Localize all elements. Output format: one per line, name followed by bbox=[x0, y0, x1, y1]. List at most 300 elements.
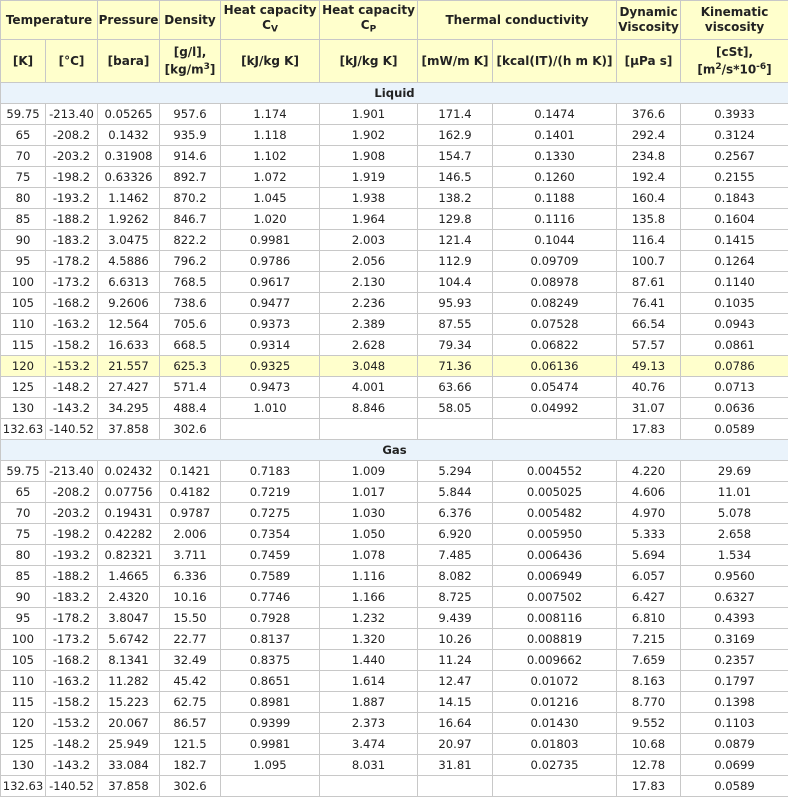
cell-cp: 1.938 bbox=[320, 188, 418, 209]
cell-temp-k: 100 bbox=[1, 272, 46, 293]
cell-temp-k: 85 bbox=[1, 209, 46, 230]
cell-cp: 1.614 bbox=[320, 671, 418, 692]
cell-temp-c: -168.2 bbox=[46, 293, 98, 314]
cell-cv: 1.102 bbox=[221, 146, 320, 167]
cell-cp: 8.031 bbox=[320, 755, 418, 776]
cell-temp-k: 95 bbox=[1, 608, 46, 629]
cell-thermal-kcal: 0.08249 bbox=[493, 293, 617, 314]
cell-temp-k: 90 bbox=[1, 587, 46, 608]
unit-cst-end: ] bbox=[766, 62, 772, 77]
cell-temp-k: 115 bbox=[1, 335, 46, 356]
cell-cv bbox=[221, 419, 320, 440]
cell-kin-visc: 0.1035 bbox=[681, 293, 788, 314]
cell-temp-k: 125 bbox=[1, 377, 46, 398]
cell-density: 870.2 bbox=[160, 188, 221, 209]
cell-temp-k: 100 bbox=[1, 629, 46, 650]
cell-pressure: 1.9262 bbox=[98, 209, 160, 230]
cell-temp-k: 132.63 bbox=[1, 776, 46, 797]
cell-pressure: 27.427 bbox=[98, 377, 160, 398]
cell-density: 935.9 bbox=[160, 125, 221, 146]
cell-cp: 1.232 bbox=[320, 608, 418, 629]
unit-bara: [bara] bbox=[98, 40, 160, 83]
cell-temp-c: -208.2 bbox=[46, 125, 98, 146]
cell-temp-c: -203.2 bbox=[46, 146, 98, 167]
cell-cv: 1.118 bbox=[221, 125, 320, 146]
cell-kin-visc: 0.0713 bbox=[681, 377, 788, 398]
cell-dyn-visc: 57.57 bbox=[617, 335, 681, 356]
cp-symbol: C bbox=[360, 17, 370, 32]
cell-kin-visc: 0.1797 bbox=[681, 671, 788, 692]
unit-upas: [µPa s] bbox=[617, 40, 681, 83]
cell-kin-visc: 0.1843 bbox=[681, 188, 788, 209]
cell-dyn-visc: 31.07 bbox=[617, 398, 681, 419]
cell-temp-k: 125 bbox=[1, 734, 46, 755]
cell-density: 302.6 bbox=[160, 419, 221, 440]
cell-cp bbox=[320, 419, 418, 440]
cell-temp-c: -143.2 bbox=[46, 755, 98, 776]
cell-temp-c: -203.2 bbox=[46, 503, 98, 524]
cell-density: 3.711 bbox=[160, 545, 221, 566]
unit-celsius: [°C] bbox=[46, 40, 98, 83]
table-row bbox=[1, 587, 788, 608]
cell-kin-visc: 0.0589 bbox=[681, 776, 788, 797]
cell-kin-visc: 0.9560 bbox=[681, 566, 788, 587]
cell-pressure: 0.19431 bbox=[98, 503, 160, 524]
cell-cp: 2.628 bbox=[320, 335, 418, 356]
cell-thermal-mw: 10.26 bbox=[418, 629, 493, 650]
cell-thermal-kcal: 0.007502 bbox=[493, 587, 617, 608]
cell-temp-c: -140.52 bbox=[46, 419, 98, 440]
col-dynamic-viscosity: Dynamic Viscosity bbox=[617, 1, 681, 40]
cell-density: 22.77 bbox=[160, 629, 221, 650]
cell-temp-k: 80 bbox=[1, 545, 46, 566]
cell-thermal-kcal: 0.01072 bbox=[493, 671, 617, 692]
table-row bbox=[1, 104, 788, 125]
cell-pressure: 3.8047 bbox=[98, 608, 160, 629]
cell-kin-visc: 0.1103 bbox=[681, 713, 788, 734]
cell-temp-c: -158.2 bbox=[46, 335, 98, 356]
cell-cv: 0.9477 bbox=[221, 293, 320, 314]
cell-temp-c: -213.40 bbox=[46, 461, 98, 482]
cell-kin-visc: 0.0636 bbox=[681, 398, 788, 419]
cell-temp-k: 80 bbox=[1, 188, 46, 209]
cell-thermal-kcal: 0.05474 bbox=[493, 377, 617, 398]
unit-density bbox=[160, 40, 221, 83]
cell-thermal-kcal: 0.004552 bbox=[493, 461, 617, 482]
cell-pressure: 0.05265 bbox=[98, 104, 160, 125]
cell-thermal-mw: 146.5 bbox=[418, 167, 493, 188]
cell-density: 822.2 bbox=[160, 230, 221, 251]
cell-cp: 1.964 bbox=[320, 209, 418, 230]
cell-cv: 0.9617 bbox=[221, 272, 320, 293]
cell-dyn-visc: 6.057 bbox=[617, 566, 681, 587]
cell-thermal-mw bbox=[418, 776, 493, 797]
cell-pressure: 37.858 bbox=[98, 419, 160, 440]
cell-cp: 2.389 bbox=[320, 314, 418, 335]
table-row bbox=[1, 272, 788, 293]
cell-temp-k: 75 bbox=[1, 167, 46, 188]
cell-thermal-kcal: 0.06822 bbox=[493, 335, 617, 356]
cell-thermal-mw: 162.9 bbox=[418, 125, 493, 146]
unit-mw-mk: [mW/m K] bbox=[418, 40, 493, 83]
cell-pressure: 12.564 bbox=[98, 314, 160, 335]
cell-temp-k: 110 bbox=[1, 671, 46, 692]
cell-dyn-visc: 234.8 bbox=[617, 146, 681, 167]
cell-cp: 1.078 bbox=[320, 545, 418, 566]
cell-pressure: 0.07756 bbox=[98, 482, 160, 503]
cell-kin-visc: 11.01 bbox=[681, 482, 788, 503]
table-row bbox=[1, 230, 788, 251]
cell-thermal-kcal: 0.008116 bbox=[493, 608, 617, 629]
cell-thermal-kcal bbox=[493, 419, 617, 440]
cell-kin-visc: 0.2567 bbox=[681, 146, 788, 167]
cell-density: 32.49 bbox=[160, 650, 221, 671]
cell-pressure: 6.6313 bbox=[98, 272, 160, 293]
cell-temp-k: 59.75 bbox=[1, 461, 46, 482]
cell-temp-k: 85 bbox=[1, 566, 46, 587]
cell-density: 6.336 bbox=[160, 566, 221, 587]
cell-dyn-visc: 66.54 bbox=[617, 314, 681, 335]
cell-temp-c: -183.2 bbox=[46, 230, 98, 251]
table-row bbox=[1, 776, 788, 797]
cell-thermal-mw: 11.24 bbox=[418, 650, 493, 671]
cell-thermal-kcal: 0.01430 bbox=[493, 713, 617, 734]
table-row bbox=[1, 482, 788, 503]
table-row bbox=[1, 188, 788, 209]
unit-cv: [kJ/kg K] bbox=[221, 40, 320, 83]
col-pressure: Pressure bbox=[98, 1, 160, 40]
cell-kin-visc: 0.1415 bbox=[681, 230, 788, 251]
cell-cp: 2.003 bbox=[320, 230, 418, 251]
unit-cst-sup2: -6 bbox=[756, 61, 767, 72]
unit-cp: [kJ/kg K] bbox=[320, 40, 418, 83]
cell-cv: 0.7928 bbox=[221, 608, 320, 629]
cell-thermal-kcal: 0.1116 bbox=[493, 209, 617, 230]
cell-dyn-visc: 160.4 bbox=[617, 188, 681, 209]
cell-temp-c: -183.2 bbox=[46, 587, 98, 608]
cell-pressure: 3.0475 bbox=[98, 230, 160, 251]
cell-thermal-kcal: 0.09709 bbox=[493, 251, 617, 272]
cell-pressure: 0.1432 bbox=[98, 125, 160, 146]
table-row bbox=[1, 650, 788, 671]
cell-cv: 0.7589 bbox=[221, 566, 320, 587]
cell-cp: 1.017 bbox=[320, 482, 418, 503]
cell-pressure: 1.4665 bbox=[98, 566, 160, 587]
cell-kin-visc: 0.0879 bbox=[681, 734, 788, 755]
cell-temp-k: 115 bbox=[1, 692, 46, 713]
cell-dyn-visc: 100.7 bbox=[617, 251, 681, 272]
cell-kin-visc: 2.658 bbox=[681, 524, 788, 545]
cell-cv: 0.7219 bbox=[221, 482, 320, 503]
table-row bbox=[1, 398, 788, 419]
cell-density: 182.7 bbox=[160, 755, 221, 776]
cell-temp-k: 105 bbox=[1, 293, 46, 314]
cell-density: 914.6 bbox=[160, 146, 221, 167]
cell-pressure: 0.63326 bbox=[98, 167, 160, 188]
cell-pressure: 33.084 bbox=[98, 755, 160, 776]
cell-cv: 0.8981 bbox=[221, 692, 320, 713]
cell-cp bbox=[320, 776, 418, 797]
table-body bbox=[1, 83, 788, 797]
cell-kin-visc: 0.0943 bbox=[681, 314, 788, 335]
cell-pressure: 1.1462 bbox=[98, 188, 160, 209]
unit-cst-b: [m bbox=[697, 62, 716, 77]
cell-dyn-visc: 6.810 bbox=[617, 608, 681, 629]
cell-cv: 0.7275 bbox=[221, 503, 320, 524]
cell-temp-k: 70 bbox=[1, 146, 46, 167]
cell-dyn-visc: 87.61 bbox=[617, 272, 681, 293]
unit-kelvin: [K] bbox=[1, 40, 46, 83]
section-header-gas bbox=[1, 440, 788, 461]
cell-temp-k: 132.63 bbox=[1, 419, 46, 440]
cv-subscript: V bbox=[270, 24, 278, 35]
cell-density: 0.9787 bbox=[160, 503, 221, 524]
section-title: Gas bbox=[1, 440, 788, 461]
cell-pressure: 5.6742 bbox=[98, 629, 160, 650]
table-row bbox=[1, 713, 788, 734]
table-row bbox=[1, 692, 788, 713]
cell-temp-k: 120 bbox=[1, 713, 46, 734]
cell-temp-k: 130 bbox=[1, 755, 46, 776]
cell-cp: 4.001 bbox=[320, 377, 418, 398]
cell-temp-k: 95 bbox=[1, 251, 46, 272]
cell-thermal-mw: 8.082 bbox=[418, 566, 493, 587]
cell-density: 705.6 bbox=[160, 314, 221, 335]
cell-cv: 0.7354 bbox=[221, 524, 320, 545]
cell-temp-k: 130 bbox=[1, 398, 46, 419]
cell-temp-c: -208.2 bbox=[46, 482, 98, 503]
table-row bbox=[1, 314, 788, 335]
table-row bbox=[1, 251, 788, 272]
cell-temp-c: -188.2 bbox=[46, 209, 98, 230]
cell-pressure: 0.42282 bbox=[98, 524, 160, 545]
cell-thermal-kcal: 0.01216 bbox=[493, 692, 617, 713]
table-row bbox=[1, 167, 788, 188]
cell-cp: 1.320 bbox=[320, 629, 418, 650]
cell-density: 0.4182 bbox=[160, 482, 221, 503]
cell-thermal-mw: 112.9 bbox=[418, 251, 493, 272]
unit-density-sup: 3 bbox=[203, 61, 210, 72]
cell-kin-visc: 0.2155 bbox=[681, 167, 788, 188]
cell-temp-c: -148.2 bbox=[46, 377, 98, 398]
cell-temp-c: -178.2 bbox=[46, 251, 98, 272]
cell-density: 0.1421 bbox=[160, 461, 221, 482]
cell-temp-c: -140.52 bbox=[46, 776, 98, 797]
cell-pressure: 0.82321 bbox=[98, 545, 160, 566]
unit-cst bbox=[681, 40, 788, 83]
cv-title: Heat capacity bbox=[223, 2, 317, 17]
cell-dyn-visc: 76.41 bbox=[617, 293, 681, 314]
cell-density: 625.3 bbox=[160, 356, 221, 377]
table-row bbox=[1, 356, 788, 377]
cell-density: 2.006 bbox=[160, 524, 221, 545]
cell-dyn-visc: 135.8 bbox=[617, 209, 681, 230]
cell-thermal-mw: 6.376 bbox=[418, 503, 493, 524]
cell-cv: 0.9786 bbox=[221, 251, 320, 272]
cell-kin-visc: 0.1140 bbox=[681, 272, 788, 293]
cell-temp-k: 65 bbox=[1, 482, 46, 503]
table-row bbox=[1, 125, 788, 146]
cell-pressure: 15.223 bbox=[98, 692, 160, 713]
cell-kin-visc: 0.3169 bbox=[681, 629, 788, 650]
cell-dyn-visc: 40.76 bbox=[617, 377, 681, 398]
cell-kin-visc: 0.0861 bbox=[681, 335, 788, 356]
cell-cv bbox=[221, 776, 320, 797]
cell-temp-c: -168.2 bbox=[46, 650, 98, 671]
cell-temp-k: 90 bbox=[1, 230, 46, 251]
cell-temp-k: 70 bbox=[1, 503, 46, 524]
unit-kcal: [kcal(IT)/(h m K)] bbox=[493, 40, 617, 83]
cell-kin-visc: 0.3124 bbox=[681, 125, 788, 146]
cell-cv: 0.9325 bbox=[221, 356, 320, 377]
cell-cv: 1.045 bbox=[221, 188, 320, 209]
cell-cv: 0.8375 bbox=[221, 650, 320, 671]
cell-dyn-visc: 5.694 bbox=[617, 545, 681, 566]
table-row bbox=[1, 146, 788, 167]
cell-thermal-mw: 6.920 bbox=[418, 524, 493, 545]
section-header-liquid bbox=[1, 83, 788, 104]
cell-density: 668.5 bbox=[160, 335, 221, 356]
cell-thermal-mw: 58.05 bbox=[418, 398, 493, 419]
cell-temp-k: 75 bbox=[1, 524, 46, 545]
cell-cv: 0.9399 bbox=[221, 713, 320, 734]
cell-temp-c: -153.2 bbox=[46, 713, 98, 734]
cell-cv: 0.7459 bbox=[221, 545, 320, 566]
cell-dyn-visc: 376.6 bbox=[617, 104, 681, 125]
cell-thermal-kcal: 0.006436 bbox=[493, 545, 617, 566]
table-row bbox=[1, 755, 788, 776]
col-thermal-conductivity: Thermal conductivity bbox=[418, 1, 617, 40]
cell-temp-c: -143.2 bbox=[46, 398, 98, 419]
cell-thermal-kcal: 0.005482 bbox=[493, 503, 617, 524]
cell-thermal-kcal: 0.008819 bbox=[493, 629, 617, 650]
cell-cp: 1.919 bbox=[320, 167, 418, 188]
cell-temp-c: -193.2 bbox=[46, 545, 98, 566]
cell-temp-c: -213.40 bbox=[46, 104, 98, 125]
cell-thermal-mw: 20.97 bbox=[418, 734, 493, 755]
cell-cv: 0.7183 bbox=[221, 461, 320, 482]
cell-density: 45.42 bbox=[160, 671, 221, 692]
cell-temp-c: -163.2 bbox=[46, 314, 98, 335]
cell-thermal-kcal: 0.1474 bbox=[493, 104, 617, 125]
cell-kin-visc: 0.6327 bbox=[681, 587, 788, 608]
cell-cp: 1.902 bbox=[320, 125, 418, 146]
cell-dyn-visc: 6.427 bbox=[617, 587, 681, 608]
cell-cv: 0.9473 bbox=[221, 377, 320, 398]
cell-density: 571.4 bbox=[160, 377, 221, 398]
cell-temp-c: -173.2 bbox=[46, 629, 98, 650]
cell-pressure: 2.4320 bbox=[98, 587, 160, 608]
cell-density: 768.5 bbox=[160, 272, 221, 293]
cell-cv: 0.7746 bbox=[221, 587, 320, 608]
table-row bbox=[1, 671, 788, 692]
cell-cv: 0.9981 bbox=[221, 230, 320, 251]
cell-dyn-visc: 10.68 bbox=[617, 734, 681, 755]
cell-thermal-mw: 16.64 bbox=[418, 713, 493, 734]
cell-temp-k: 120 bbox=[1, 356, 46, 377]
cell-dyn-visc: 5.333 bbox=[617, 524, 681, 545]
header-row-units bbox=[1, 40, 788, 83]
cell-kin-visc: 0.1398 bbox=[681, 692, 788, 713]
cell-dyn-visc: 49.13 bbox=[617, 356, 681, 377]
cell-density: 796.2 bbox=[160, 251, 221, 272]
cell-temp-c: -173.2 bbox=[46, 272, 98, 293]
cell-temp-k: 105 bbox=[1, 650, 46, 671]
cell-thermal-mw: 104.4 bbox=[418, 272, 493, 293]
cell-dyn-visc: 12.78 bbox=[617, 755, 681, 776]
cell-temp-c: -198.2 bbox=[46, 524, 98, 545]
cell-dyn-visc: 4.606 bbox=[617, 482, 681, 503]
cell-thermal-mw: 12.47 bbox=[418, 671, 493, 692]
cell-thermal-kcal: 0.04992 bbox=[493, 398, 617, 419]
cell-thermal-kcal: 0.07528 bbox=[493, 314, 617, 335]
cell-thermal-mw: 5.294 bbox=[418, 461, 493, 482]
cell-cp: 1.166 bbox=[320, 587, 418, 608]
col-heat-capacity-cv bbox=[221, 1, 320, 40]
cell-thermal-kcal: 0.08978 bbox=[493, 272, 617, 293]
cell-thermal-mw: 31.81 bbox=[418, 755, 493, 776]
cell-cv: 1.020 bbox=[221, 209, 320, 230]
cell-cv: 0.8137 bbox=[221, 629, 320, 650]
cell-cp: 1.050 bbox=[320, 524, 418, 545]
cell-thermal-mw: 87.55 bbox=[418, 314, 493, 335]
cell-cp: 1.009 bbox=[320, 461, 418, 482]
unit-density-end: ] bbox=[209, 62, 216, 77]
cell-kin-visc: 1.534 bbox=[681, 545, 788, 566]
unit-density-a: [g/l], bbox=[173, 44, 207, 59]
cell-cp: 2.236 bbox=[320, 293, 418, 314]
col-temperature: Temperature bbox=[1, 1, 98, 40]
cell-pressure: 11.282 bbox=[98, 671, 160, 692]
cell-thermal-mw: 9.439 bbox=[418, 608, 493, 629]
cell-thermal-mw: 7.485 bbox=[418, 545, 493, 566]
cell-kin-visc: 0.3933 bbox=[681, 104, 788, 125]
cell-cp: 2.056 bbox=[320, 251, 418, 272]
col-heat-capacity-cp bbox=[320, 1, 418, 40]
cell-dyn-visc: 17.83 bbox=[617, 776, 681, 797]
cell-cv: 1.072 bbox=[221, 167, 320, 188]
cell-thermal-mw: 171.4 bbox=[418, 104, 493, 125]
cp-title: Heat capacity bbox=[322, 2, 415, 17]
cell-thermal-mw: 138.2 bbox=[418, 188, 493, 209]
table-row bbox=[1, 377, 788, 398]
cell-cp: 1.440 bbox=[320, 650, 418, 671]
table-row bbox=[1, 629, 788, 650]
cell-cp: 1.030 bbox=[320, 503, 418, 524]
cell-pressure: 20.067 bbox=[98, 713, 160, 734]
cell-dyn-visc: 8.770 bbox=[617, 692, 681, 713]
cell-cp: 1.887 bbox=[320, 692, 418, 713]
cell-temp-k: 59.75 bbox=[1, 104, 46, 125]
cell-cv: 0.9373 bbox=[221, 314, 320, 335]
cell-pressure: 25.949 bbox=[98, 734, 160, 755]
table-row bbox=[1, 524, 788, 545]
cell-density: 15.50 bbox=[160, 608, 221, 629]
cell-kin-visc: 0.0699 bbox=[681, 755, 788, 776]
cell-thermal-kcal: 0.01803 bbox=[493, 734, 617, 755]
cell-cp: 1.116 bbox=[320, 566, 418, 587]
cell-kin-visc: 29.69 bbox=[681, 461, 788, 482]
cp-subscript: P bbox=[369, 24, 377, 35]
cell-kin-visc: 0.1604 bbox=[681, 209, 788, 230]
cell-kin-visc: 0.1264 bbox=[681, 251, 788, 272]
cell-thermal-kcal: 0.1330 bbox=[493, 146, 617, 167]
cell-density: 957.6 bbox=[160, 104, 221, 125]
table-row bbox=[1, 608, 788, 629]
cell-pressure: 0.31908 bbox=[98, 146, 160, 167]
table-row bbox=[1, 566, 788, 587]
cell-dyn-visc: 17.83 bbox=[617, 419, 681, 440]
